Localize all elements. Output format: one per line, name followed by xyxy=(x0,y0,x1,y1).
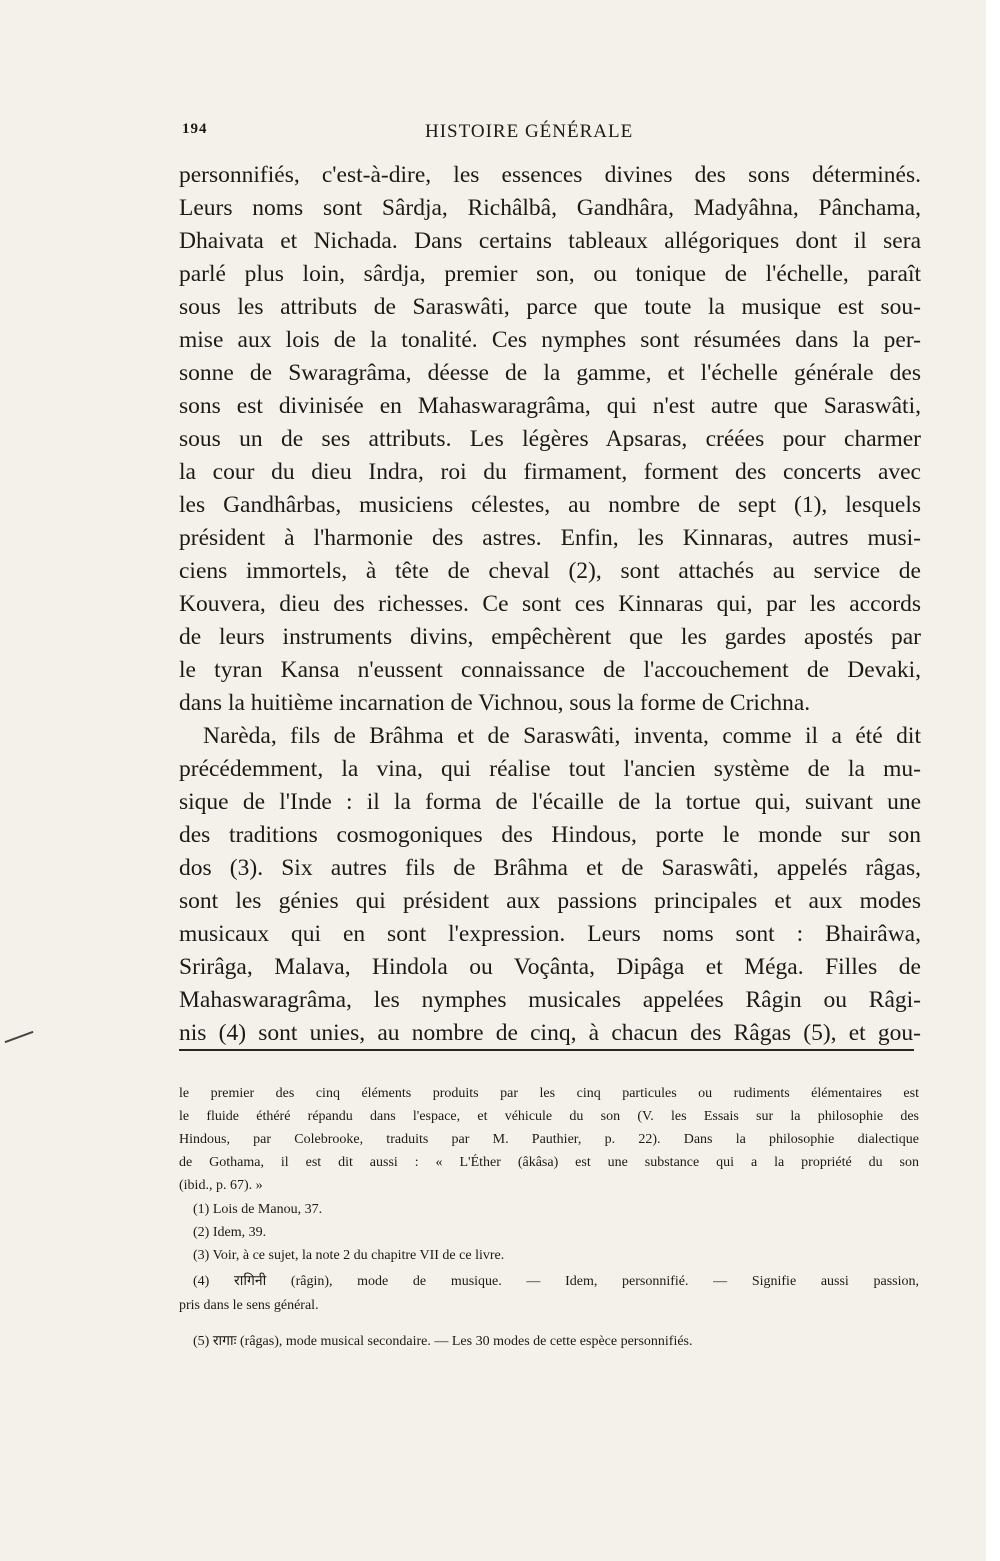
running-header xyxy=(182,121,922,145)
text-line: dos (3). Six autres fils de Brâhma et de Saraswâti, appelés râgas, xyxy=(179,855,921,881)
footnote-line: de Gothama, il est dit aussi : « L'Éther (âkâsa) est une substance qui a la propriété du son xyxy=(179,1155,919,1170)
text-line: de leurs instruments divins, empêchèrent que les gardes apostés par xyxy=(179,624,921,650)
margin-mark xyxy=(5,1031,34,1043)
text-line: Leurs noms sont Sârdja, Richâlbâ, Gandhâra, Madyâhna, Pânchama, xyxy=(179,195,921,221)
text-line: Narèda, fils de Brâhma et de Saraswâti, inventa, comme il a été dit xyxy=(203,723,921,749)
footnote-3: (3) Voir, à ce sujet, la note 2 du chapitre VII de ce livre. xyxy=(193,1248,505,1263)
footnote-line: le premier des cinq éléments produits par les cinq particules ou rudiments élémentaires est xyxy=(179,1086,919,1101)
text-line: Kouvera, dieu des richesses. Ce sont ces Kinnaras qui, par les accords xyxy=(179,591,921,617)
footnote-2: (2) Idem, 39. xyxy=(193,1225,267,1240)
text-line: personnifiés, c'est-à-dire, les essences divines des sons déterminés. xyxy=(179,162,921,188)
text-line: des traditions cosmogoniques des Hindous, porte le monde sur son xyxy=(179,822,921,848)
text-line: Srirâga, Malava, Hindola ou Voçânta, Dipâga et Méga. Filles de xyxy=(179,954,921,980)
text-line: ciens immortels, à tête de cheval (2), sont attachés au service de xyxy=(179,558,921,584)
text-line: Mahaswaragrâma, les nymphes musicales appelées Râgin ou Râgi- xyxy=(179,987,921,1013)
text-line: mise aux lois de la tonalité. Ces nymphes sont résumées dans la per- xyxy=(179,327,921,353)
footnote-line: Hindous, par Colebrooke, traduits par M. Pauthier, p. 22). Dans la philosophie dialectique xyxy=(179,1132,919,1147)
footnote-4: (4) रागिनी (râgin), mode de musique. — Idem, personnifié. — Signifie aussi passion, xyxy=(193,1274,919,1289)
text-line: président à l'harmonie des astres. Enfin, les Kinnaras, autres musi- xyxy=(179,525,921,551)
text-line: sons est divinisée en Mahaswaragrâma, qui n'est autre que Saraswâti, xyxy=(179,393,921,419)
text-line: le tyran Kansa n'eussent connaissance de l'accouchement de Devaki, xyxy=(179,657,921,683)
text-line: les Gandhârbas, musiciens célestes, au nombre de sept (1), lesquels xyxy=(179,492,921,518)
footnote-separator xyxy=(179,1049,914,1051)
text-line: sont les génies qui président aux passions principales et aux modes xyxy=(179,888,921,914)
text-line: sonne de Swaragrâma, déesse de la gamme, et l'échelle générale des xyxy=(179,360,921,386)
footnote-line: le fluide éthéré répandu dans l'espace, et véhicule du son (V. les Essais sur la philosophie des xyxy=(179,1109,919,1124)
text-line: Dhaivata et Nichada. Dans certains tableaux allégoriques dont il sera xyxy=(179,228,921,254)
footnote-1: (1) Lois de Manou, 37. xyxy=(193,1202,323,1217)
text-line: sique de l'Inde : il la forma de l'écaille de la tortue qui, suivant une xyxy=(179,789,921,815)
page-number: 194 xyxy=(182,121,208,137)
footnote-5: (5) रागाः (râgas), mode musical secondaire. — Les 30 modes de cette espèce personnifiés. xyxy=(193,1334,693,1349)
footnote-line: pris dans le sens général. xyxy=(179,1298,319,1313)
footnote-line: (ibid., p. 67). » xyxy=(179,1178,263,1193)
text-line: précédemment, la vina, qui réalise tout l'ancien système de la mu- xyxy=(179,756,921,782)
text-line: parlé plus loin, sârdja, premier son, ou tonique de l'échelle, paraît xyxy=(179,261,921,287)
text-line: nis (4) sont unies, au nombre de cinq, à chacun des Râgas (5), et gou- xyxy=(179,1020,921,1046)
running-title: HISTOIRE GÉNÉRALE xyxy=(425,121,634,142)
text-line: sous les attributs de Saraswâti, parce que toute la musique est sou- xyxy=(179,294,921,320)
text-line: la cour du dieu Indra, roi du firmament, forment des concerts avec xyxy=(179,459,921,485)
text-line: dans la huitième incarnation de Vichnou, sous la forme de Crichna. xyxy=(179,690,811,716)
text-line: musicaux qui en sont l'expression. Leurs noms sont : Bhairâwa, xyxy=(179,921,921,947)
text-line: sous un de ses attributs. Les légères Apsaras, créées pour charmer xyxy=(179,426,921,452)
